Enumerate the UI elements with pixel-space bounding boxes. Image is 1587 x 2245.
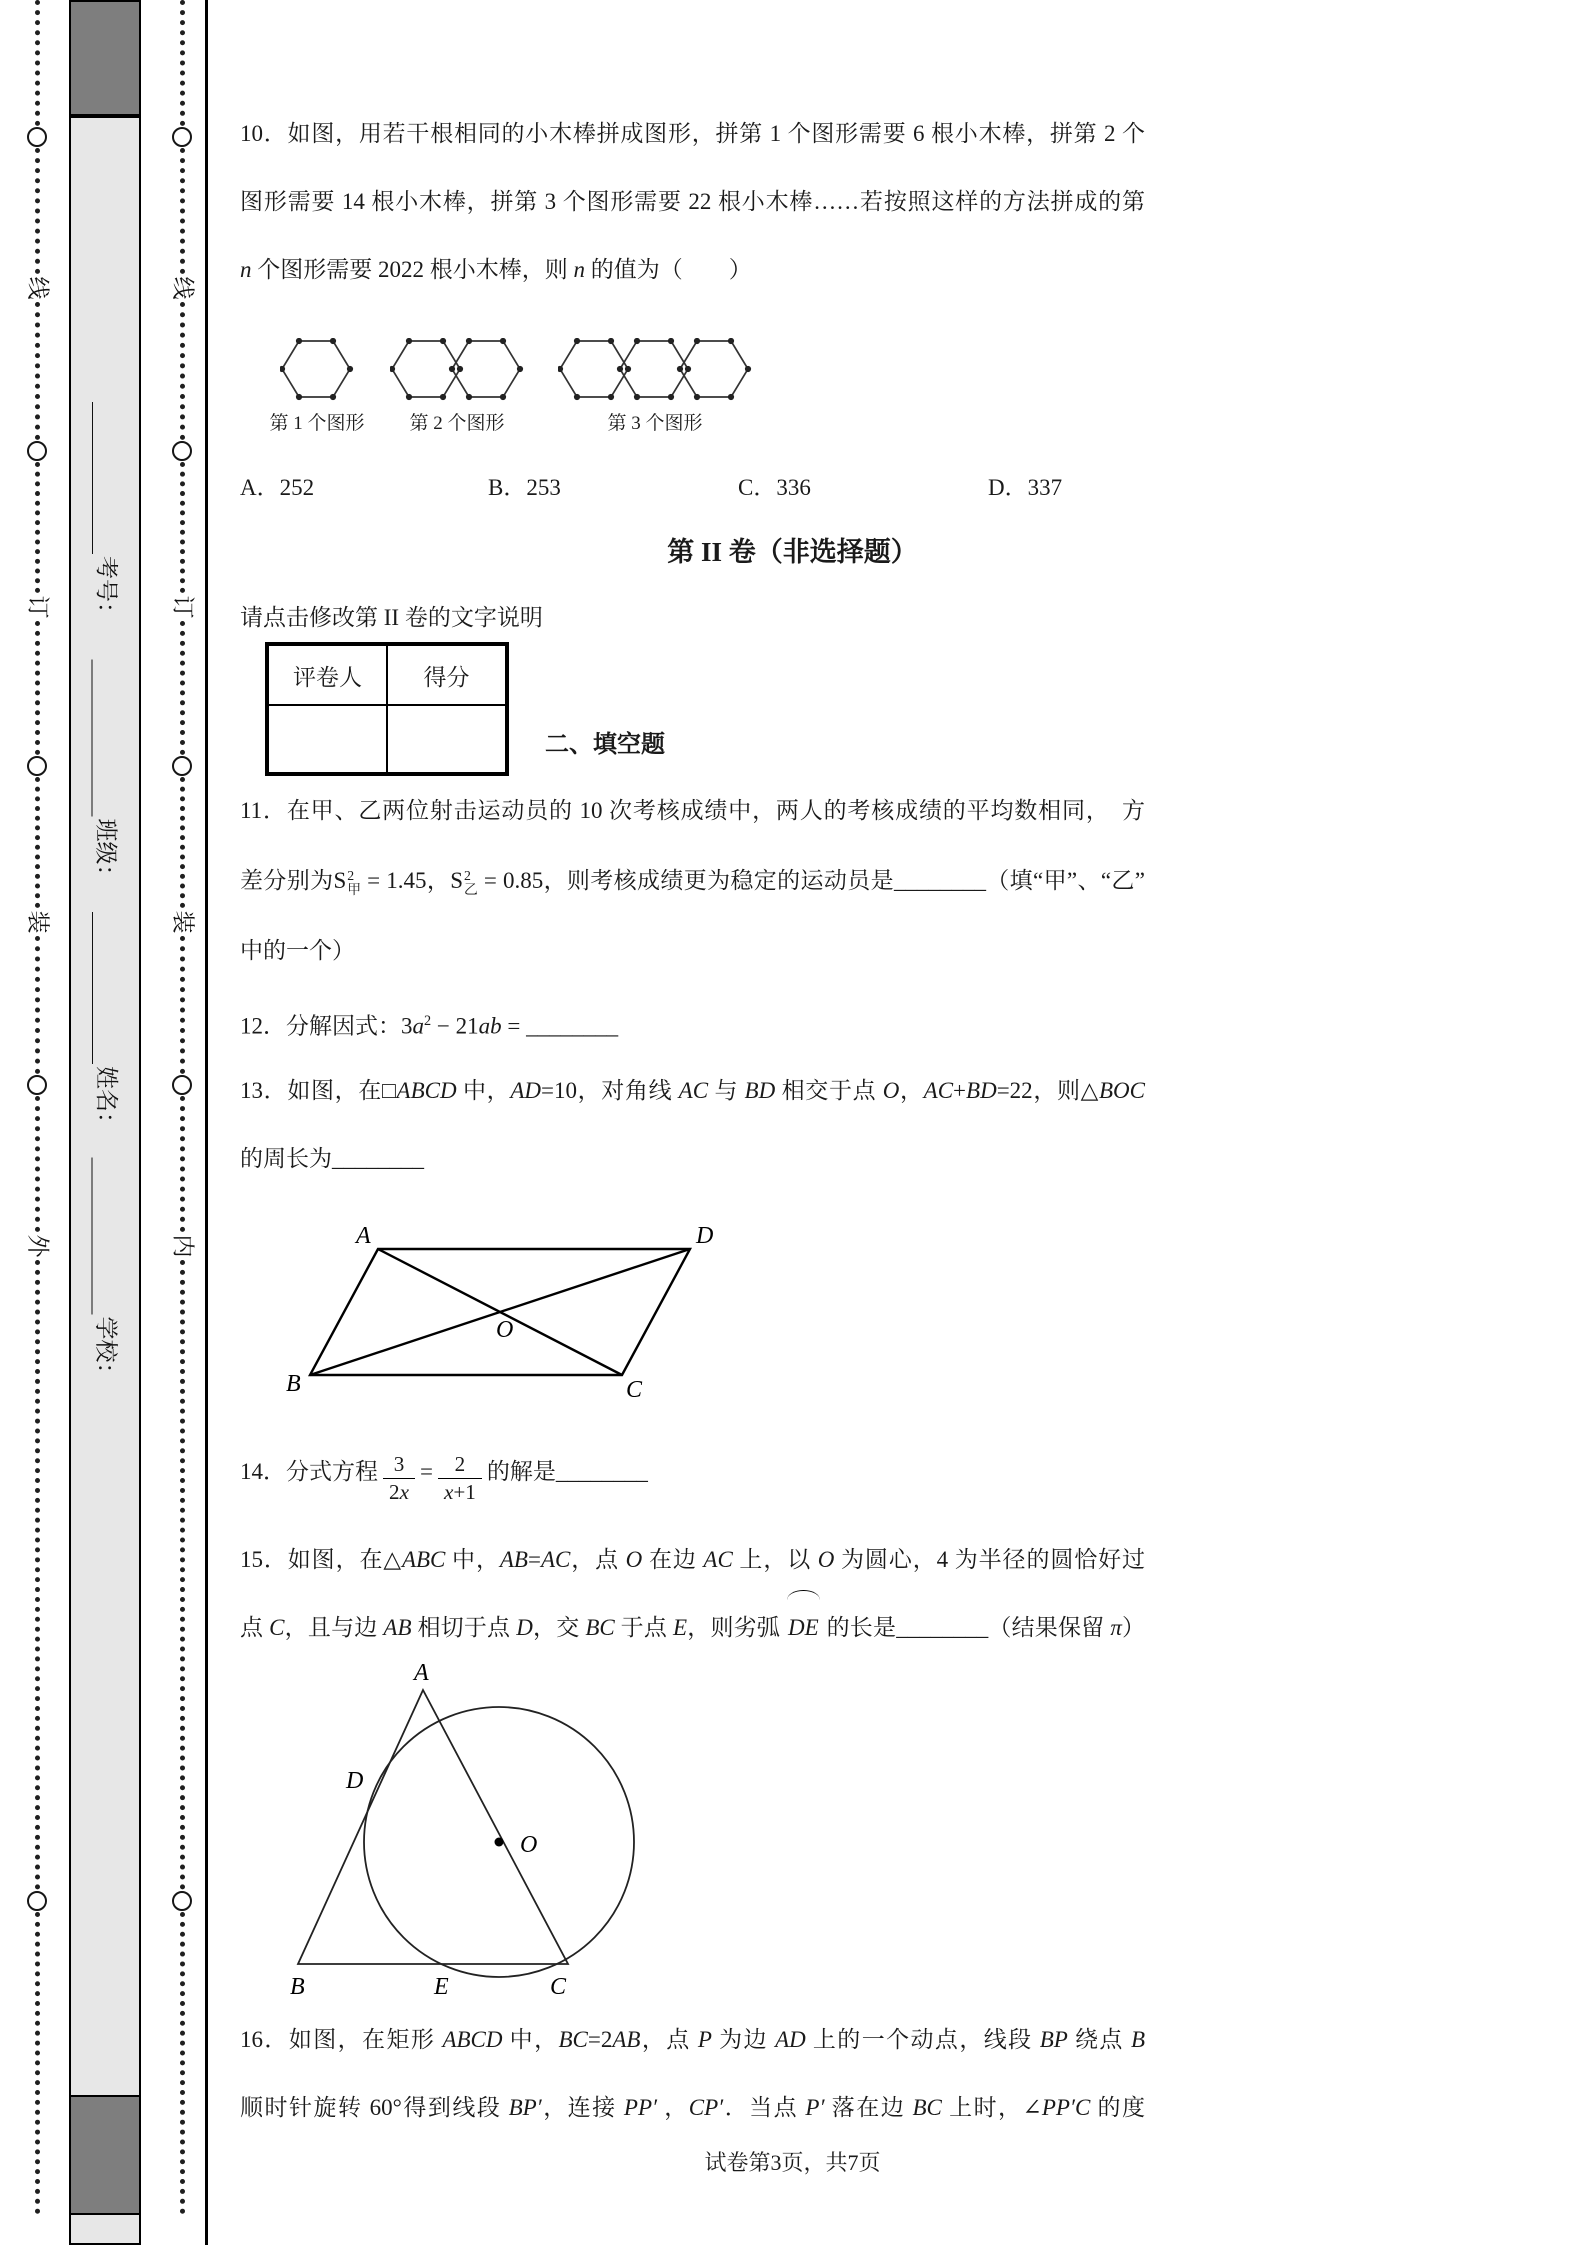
field-school [92,1158,122,1403]
grader-header-cell: 评卷人 [268,645,387,705]
field-exam-number [92,402,122,642]
field-blank-line [92,912,113,1064]
option-a: A．252 [240,475,315,500]
question-10-options [240,468,1240,508]
dotted-line [35,148,40,274]
question-13-line2: 的周长为________ [240,1146,424,1171]
dotted-line [35,0,40,126]
hexagon-figure-2 [390,338,524,404]
question-10-line1: 10．如图，用若干根相同的小木棒拼成图形，拼第 1 个图形需要 6 根小木棒，拼第 2 个 [240,121,1146,146]
binding-char: 装 [25,910,50,934]
question-14: 14．分式方程 $\frac{3}{2x}$ = $\frac{2}{x+1}$ 的解是________ [240,1451,648,1505]
point-label-b: B [286,1371,301,1397]
punch-circle [172,1075,192,1095]
binding-char: 线 [170,276,195,300]
question-15-line2: 点 C，且与边 AB 相切于点 D，交 BC 于点 E，则劣弧 DE 的长是________（结果保留 π） [240,1594,1145,1662]
binding-char: 装 [170,910,195,934]
dotted-line [35,1912,40,2214]
punch-circle [172,441,192,461]
dotted-line [180,0,185,126]
grader-blank-cell [268,705,387,773]
dotted-line [180,777,185,908]
table-header-row [268,645,506,705]
punch-circle [27,1891,47,1911]
question-13 [240,1057,1145,1193]
parallelogram-figure [280,1215,720,1405]
question-11 [240,776,1145,986]
question-11-line1: 11．在甲、乙两位射击运动员的 10 次考核成绩中，两人的考核成绩的平均数相同， 方 [240,798,1145,823]
punch-circle [27,441,47,461]
point-label-a: A [414,1662,429,1686]
field-blank-line [92,1158,113,1315]
field-label: 学校： [93,1316,119,1386]
option-b: B．253 [488,475,561,500]
question-10-line3: n 个图形需要 2022 根小木棒，则 n 的值为（ ） [240,257,752,282]
question-16-line2: 顺时针旋转 60°得到线段 BP′，连接 PP′ ，CP′．当点 P′ 落在边 BC 上时，∠PP′C 的度 [240,2095,1146,2120]
point-label-b: B [290,1974,305,2000]
binding-char: 内 [170,1234,195,1258]
dotted-line [180,1912,185,2214]
point-label-a: A [356,1223,371,1249]
section-2-heading: 二、填空题 [545,732,665,758]
part2-note: 请点击修改第 II 卷的文字说明 [240,605,543,630]
dotted-line [180,1096,185,1232]
dotted-line [180,462,185,593]
question-15-line1: 15．如图，在△ABC 中，AB=AC，点 O 在边 AC 上，以 O 为圆心，4 为半径的圆恰好过 [240,1547,1146,1572]
grader-score-table [265,642,509,776]
punch-circle [27,756,47,776]
field-label: 考号： [94,556,119,625]
punch-circle [172,756,192,776]
point-label-o: O [520,1832,538,1858]
punch-circle [172,127,192,147]
binding-strip-inner [169,0,195,2245]
field-class [92,660,122,905]
dotted-line [35,936,40,1074]
point-label-c: C [626,1377,643,1403]
binding-char: 订 [25,595,50,619]
question-16 [240,2006,1145,2142]
dotted-line [35,1096,40,1232]
question-13-line1: 13．如图，在□ABCD 中，AD=10，对角线 AC 与 BD 相交于点 O，AC+BD=22，则△BOC [240,1078,1145,1103]
figure-3-caption: 第 3 个图形 [607,413,703,434]
circle-triangle-figure [288,1662,650,2014]
field-blank-line [92,660,113,817]
dotted-line [180,1260,185,1890]
dotted-line [35,462,40,593]
info-box-top [69,0,141,116]
figure-2-caption: 第 2 个图形 [409,413,505,434]
margin-rule [205,0,208,2245]
info-box-bottom [69,2095,141,2215]
binding-char: 订 [170,595,195,619]
field-blank-line [92,402,113,554]
question-12: 12．分解因式：$3a^2 - 21ab$ = ________ [240,1013,619,1039]
punch-circle [27,1075,47,1095]
dotted-line [35,777,40,908]
option-c: C．336 [738,475,811,500]
hexagon-figure-1 [280,338,354,404]
binding-strip-outer [24,0,50,2245]
score-blank-cell [387,705,506,773]
field-name [92,912,122,1152]
dotted-line [35,621,40,755]
binding-char: 外 [25,1234,50,1258]
table-empty-row [268,705,506,773]
point-label-d: D [696,1223,714,1249]
dotted-line [35,302,40,440]
binding-char: 线 [25,276,50,300]
part2-title: 第 II 卷（非选择题） [667,537,918,567]
field-label: 班级： [93,818,119,888]
question-16-line1: 16．如图，在矩形 ABCD 中，BC=2AB，点 P 为边 AD 上的一个动点，线段 BP 绕点 B [240,2027,1146,2052]
point-label-o: O [496,1317,514,1343]
dotted-line [180,621,185,755]
score-header-cell: 得分 [387,645,506,705]
dotted-line [180,936,185,1074]
question-10-line2: 图形需要 14 根小木棒，拼第 3 个图形需要 22 根小木棒……若按照这样的方法拼成的第 [240,189,1145,214]
dotted-line [180,148,185,274]
punch-circle [27,127,47,147]
field-label: 姓名： [94,1066,119,1135]
point-label-c: C [550,1974,567,2000]
dotted-line [180,302,185,440]
question-11-line2: 差分别为S 2 甲 = 1.45，S 2 乙 = 0.85，则考核成绩更为稳定的运动员是________（填“甲”、“乙” [240,868,1145,898]
punch-circle [172,1891,192,1911]
point-label-e: E [434,1974,449,2000]
option-d: D．337 [988,475,1063,500]
question-10 [240,100,1145,304]
question-15 [240,1526,1145,1662]
dotted-line [35,1260,40,1890]
question-11-line3: 中的一个） [240,938,355,963]
figure-1-caption: 第 1 个图形 [269,413,365,434]
hexagon-figure-3 [558,338,752,404]
point-label-d: D [346,1768,364,1794]
page-footer: 试卷第3页，共7页 [704,2150,881,2175]
